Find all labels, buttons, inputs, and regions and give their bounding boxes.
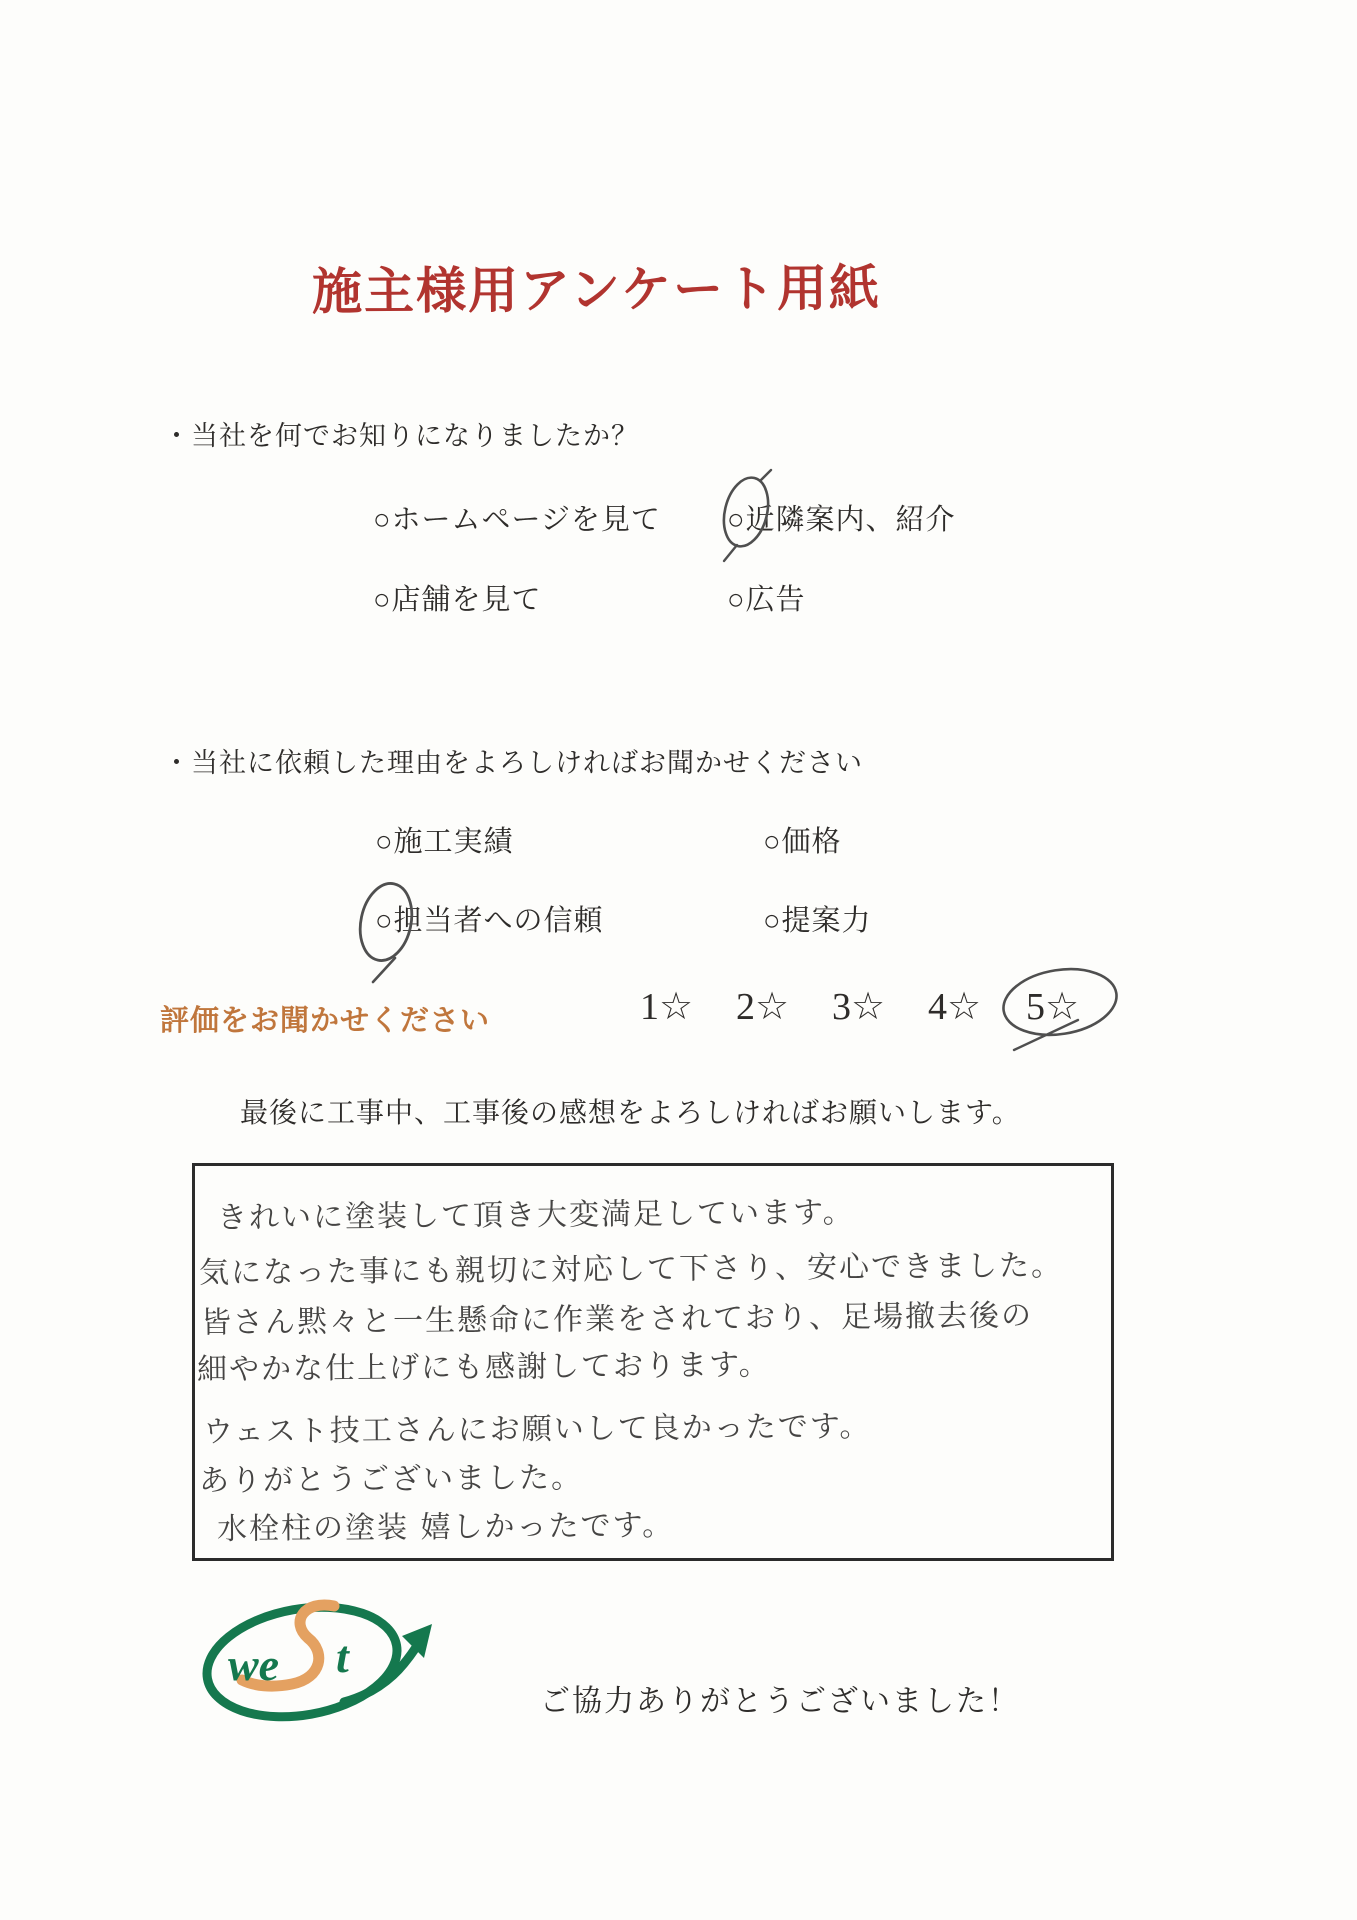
option-neighborhood-referral: ○近隣案内、紹介 xyxy=(727,504,956,536)
option-trust-in-staff: ○担当者への信頼 xyxy=(375,905,604,937)
handwritten-line-4: 細やかな仕上げにも感謝しております。 xyxy=(196,1347,771,1388)
handwritten-line-5: ウェスト技工さんにお願いして良かったです。 xyxy=(202,1409,872,1450)
page-title: 施主様用アンケート用紙 xyxy=(311,260,882,320)
option-track-record: ○施工実績 xyxy=(375,826,514,858)
option-saw-store: ○店舗を見て xyxy=(373,584,542,616)
logo-arrow xyxy=(344,1638,422,1702)
footer-thanks: ご協力ありがとうございました！ xyxy=(540,1685,1020,1718)
comments-prompt: 最後に工事中、工事後の感想をよろしければお願いします。 xyxy=(240,1098,1021,1129)
west-logo xyxy=(202,1598,440,1726)
handwritten-line-7: 水栓柱の塗装 嬉しかったです。 xyxy=(216,1508,675,1547)
option-homepage: ○ホームページを見て xyxy=(373,504,661,536)
handwritten-line-1: きれいに塗装して頂き大変満足しています。 xyxy=(216,1195,855,1236)
option-price: ○価格 xyxy=(763,826,842,858)
question-2: ・当社に依頼した理由をよろしければお聞かせください xyxy=(163,748,863,778)
handwritten-line-3: 皆さん黙々と一生懸命に作業をされており、足場撤去後の xyxy=(200,1298,1034,1341)
logo-we-text: we xyxy=(228,1639,280,1690)
logo-t-text: t xyxy=(336,1631,349,1682)
handwritten-line-6: ありがとうございました。 xyxy=(198,1460,584,1499)
option-advertisement: ○広告 xyxy=(727,584,806,616)
rating-star-4: 4☆ xyxy=(928,986,982,1028)
option-proposal-ability: ○提案力 xyxy=(763,905,872,937)
question-1: ・当社を何でお知りになりましたか？ xyxy=(163,421,639,451)
rating-label: 評価をお聞かせください xyxy=(160,1005,491,1037)
rating-star-3: 3☆ xyxy=(832,986,886,1028)
rating-star-1: 1☆ xyxy=(640,986,694,1028)
rating-star-5: 5☆ xyxy=(1026,986,1080,1028)
handwritten-line-2: 気になった事にも親切に対応して下さり、安心できました。 xyxy=(198,1248,1064,1291)
rating-star-2: 2☆ xyxy=(736,986,790,1028)
comments-box xyxy=(192,1163,1114,1561)
